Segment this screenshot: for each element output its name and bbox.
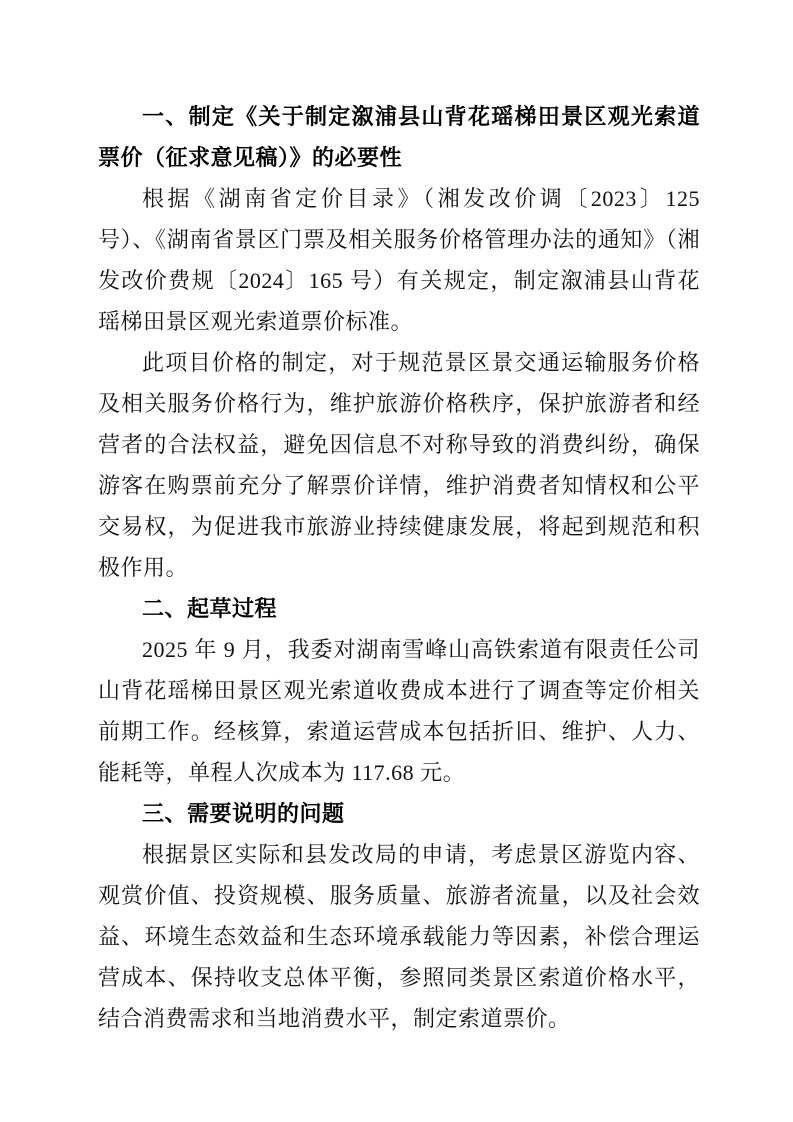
section-2-heading: 二、起草过程 bbox=[142, 596, 278, 621]
section-3-heading: 三、需要说明的问题 bbox=[142, 801, 345, 826]
section-3-paragraph-1: 根据景区实际和县发改局的申请，考虑景区游览内容、观赏价值、投资规模、服务质量、旅游者流量，以及社会效益、环境生态效益和生态环境承载能力等因素，补偿合理运营成本、保持收支总体平衡，参照同类景区索道价格水平，结合消费需求和当地消费水平，制定索道票价。 bbox=[98, 842, 700, 1031]
section-2-paragraph-1: 2025 年 9 月，我委对湖南雪峰山高铁索道有限责任公司山背花瑶梯田景区观光索道收费成本进行了调查等定价相关前期工作。经核算，索道运营成本包括折旧、维护、人力、能耗等，单程人次成本为 117.68 元。 bbox=[98, 637, 700, 785]
section-1-heading: 一、制定《关于制定溆浦县山背花瑶梯田景区观光索道票价（征求意见稿）》的必要性 bbox=[98, 104, 700, 170]
section-1-paragraph-1: 根据《湖南省定价目录》（湘发改价调〔2023〕125 号）、《湖南省景区门票及相关服务价格管理办法的通知》（湘发改价费规〔2024〕165 号）有关规定，制定溆浦县山背花瑶梯田景区观光索道票价标准。 bbox=[98, 186, 700, 334]
section-1-paragraph-2: 此项目价格的制定，对于规范景区景交通运输服务价格及相关服务价格行为，维护旅游价格秩序，保护旅游者和经营者的合法权益，避免因信息不对称导致的消费纠纷，确保游客在购票前充分了解票价详情，维护消费者知情权和公平交易权，为促进我市旅游业持续健康发展，将起到规范和积极作用。 bbox=[98, 350, 700, 580]
